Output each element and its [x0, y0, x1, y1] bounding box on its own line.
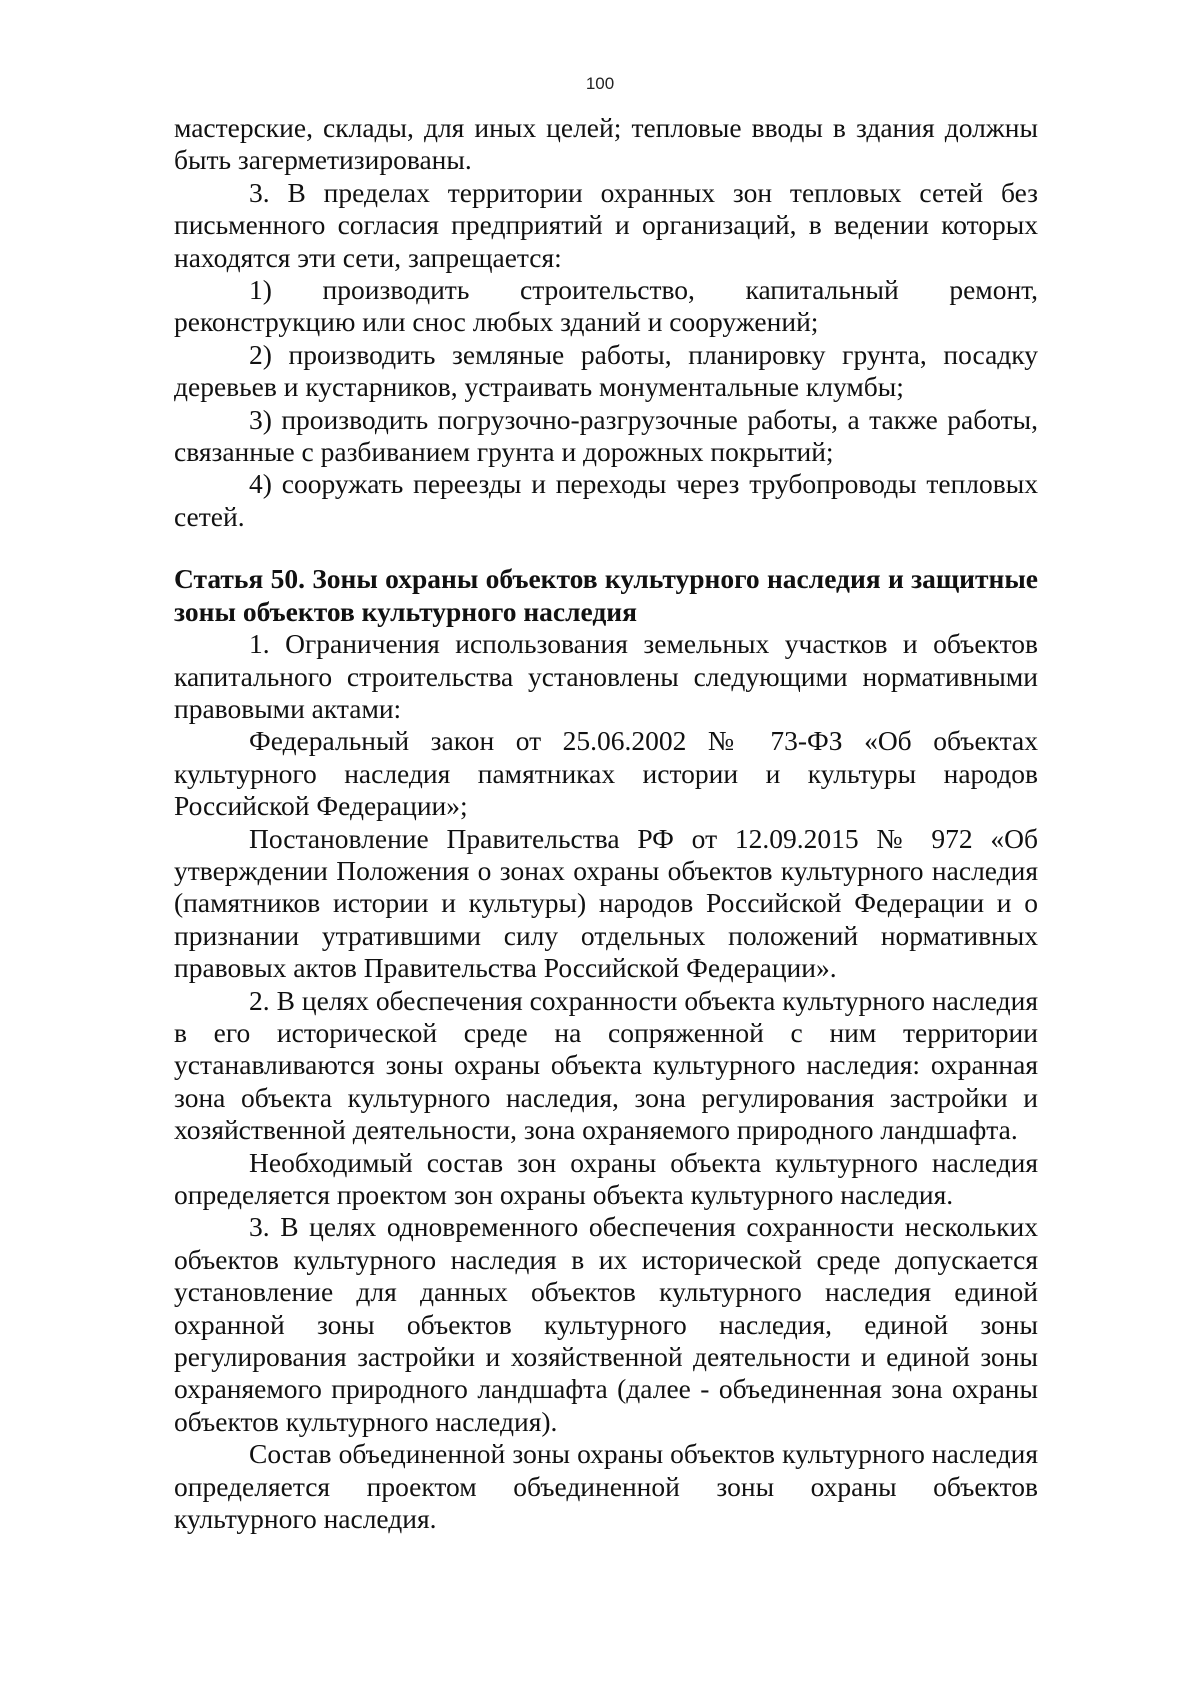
page-number: 100 [585, 74, 615, 93]
list-item: 4) сооружать переезды и переходы через трубопроводы тепловых сетей. [174, 468, 1038, 532]
list-item: 2) производить земляные работы, планировку грунта, посадку деревьев и кустарников, устраивать монументальные клумбы; [174, 338, 1038, 403]
paragraph: Состав объединенной зоны охраны объектов культурного наследия определяется проектом объединенной зоны охраны объектов культурного наследия. [174, 1438, 1038, 1535]
paragraph: 3. В целях одновременного обеспечения сохранности нескольких объектов культурного наследия в их исторической среде допускается установление для данных объектов культурного наследия единой охранной зоны объектов культурного наследия, единой зоны регулирования застройки и хозяйственной деятельности и единой зоны охраняемого природного ландшафта (далее - объединенная зона охраны объектов культурного наследия). [174, 1211, 1038, 1437]
paragraph: мастерские, склады, для иных целей; тепловые вводы в здания должны быть загерметизированы. [174, 112, 1038, 176]
paragraph: Федеральный закон от 25.06.2002 № 73-ФЗ «Об объектах культурного наследия памятниках истории и культуры народов Российской Федерации»; [174, 725, 1038, 822]
list-item: 3) производить погрузочно-разгрузочные работы, а также работы, связанные с разбиванием грунта и дорожных покрытий; [174, 403, 1038, 468]
paragraph: 2. В целях обеспечения сохранности объекта культурного наследия в его исторической среде на сопряженной с ним территории устанавливаются зоны охраны объекта культурного наследия: охранная зона объекта культурного наследия, зона регулирования застройки и хозяйственной деятельности, зона охраняемого природного ландшафта. [174, 984, 1038, 1146]
article-heading: Статья 50. Зоны охраны объектов культурного наследия и защитные зоны объектов культурного наследия [174, 563, 1038, 627]
paragraph: 3. В пределах территории охранных зон тепловых сетей без письменного согласия предприятий и организаций, в ведении которых находятся эти сети, запрещается: [174, 176, 1038, 273]
document-body [174, 112, 1038, 1535]
paragraph: Необходимый состав зон охраны объекта культурного наследия определяется проектом зон охраны объекта культурного наследия. [174, 1146, 1038, 1210]
paragraph: 1. Ограничения использования земельных участков и объектов капитального строительства установлены следующими нормативными правовыми актами: [174, 628, 1038, 724]
paragraph: Постановление Правительства РФ от 12.09.2015 № 972 «Об утверждении Положения о зонах охраны объектов культурного наследия (памятников истории и культуры) народов Российской Федерации и о признании утратившими силу отдельных положений нормативных правовых актов Правительства Российской Федерации». [174, 822, 1038, 984]
list-item: 1) производить строительство, капитальный ремонт, реконструкцию или снос любых зданий и сооружений; [174, 274, 1038, 338]
